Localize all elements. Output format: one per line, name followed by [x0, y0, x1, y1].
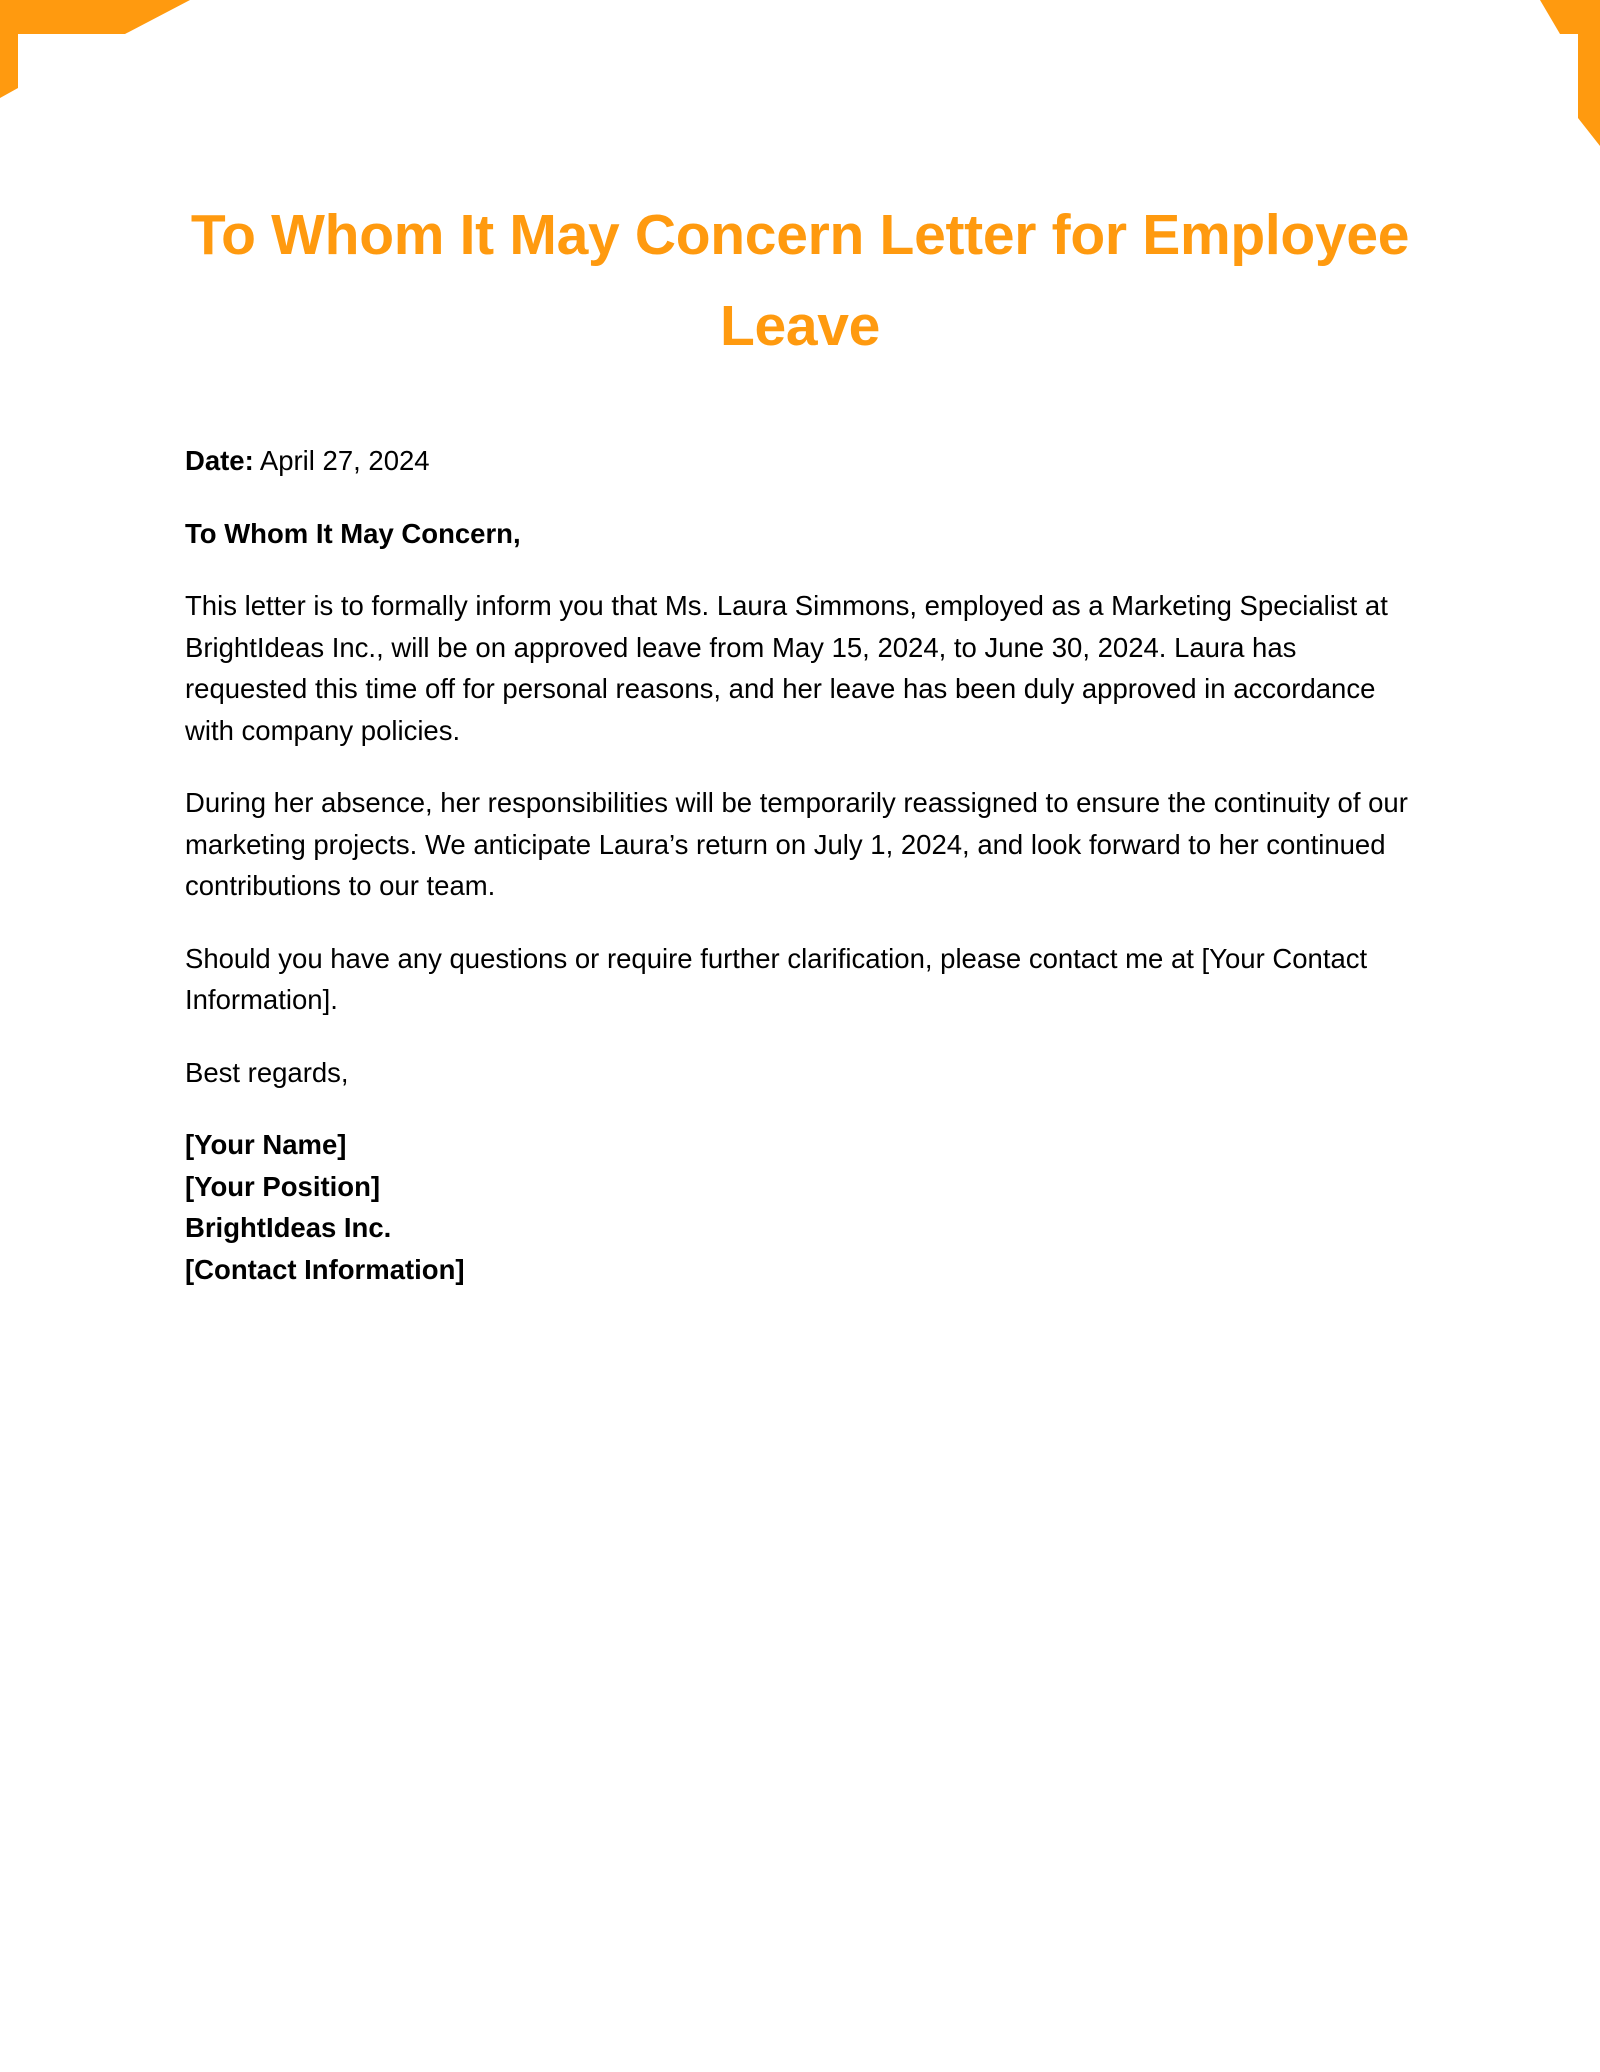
signature-position: [Your Position]: [185, 1170, 381, 1202]
letter-body: [185, 440, 1415, 1321]
closing: Best regards,: [185, 1056, 349, 1088]
corner-decoration-left: [0, 0, 200, 110]
corner-decoration-right: [1490, 0, 1600, 150]
date-value: April 27, 2024: [259, 445, 430, 476]
signature-contact: [Contact Information]: [185, 1253, 465, 1285]
signature-name: [Your Name]: [185, 1129, 347, 1160]
date-label: Date:: [185, 445, 254, 476]
paragraph-3: Should you have any questions or require further clarification, please contact me at [Your Contact Information].: [185, 942, 1368, 1015]
letter-title: To Whom It May Concern Letter for Employee Leave: [190, 203, 1410, 358]
signature-company: BrightIdeas Inc.: [185, 1212, 392, 1243]
paragraph-2: During her absence, her responsibilities will be temporarily reassigned to ensure the continuity of our marketing projects. We anticipate Laura’s return on July 1, 2024, and look forward to her continued contributions to our team.: [185, 787, 1408, 901]
salutation: To Whom It May Concern,: [185, 517, 521, 549]
signature-block: [185, 1124, 1415, 1290]
date-line: [185, 440, 1415, 482]
paragraph-1: This letter is to formally inform you that Ms. Laura Simmons, employed as a Marketing Specialist at BrightIdeas Inc., will be on approved leave from May 15, 2024, to June 30, 2024. Laura has requested this time off for personal reasons, and her leave has been duly approved in accordance with company policies.: [185, 590, 1388, 746]
